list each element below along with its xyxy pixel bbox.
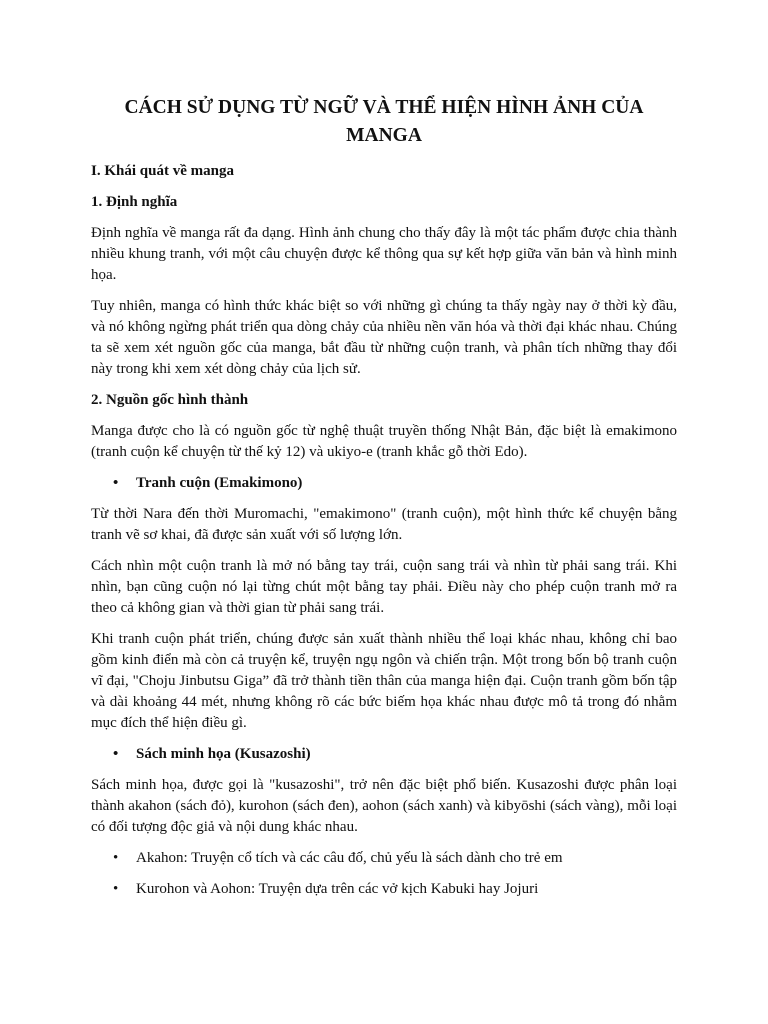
paragraph-history-intro: Tuy nhiên, manga có hình thức khác biệt so với những gì chúng ta thấy ngày nay ở thời kỳ đầu, và nó không ngừng phát triển qua dòng chảy của nhiều nền văn hóa và thời đại khác nhau. Chúng ta sẽ xem xét nguồn gốc của manga, bắt đầu từ những cuộn tranh, và phân tích những thay đổi này trong khi xem xét dòng chảy của lịch sử. xyxy=(91,298,677,377)
bullet-dot: • xyxy=(113,746,119,762)
paragraph-origin: Manga được cho là có nguồn gốc từ nghệ thuật truyền thống Nhật Bản, đặc biệt là emakimono (tranh cuộn kể chuyện từ thế kỷ 12) và ukiyo-e (tranh khắc gỗ thời Edo). xyxy=(91,423,677,460)
paragraph-kusazoshi: Sách minh họa, được gọi là "kusazoshi", trở nên đặc biệt phổ biến. Kusazoshi được phân loại thành akahon (sách đỏ), kurohon (sách đen), aohon (sách xanh) và kibyōshi (sách vàng), mỗi loại có đối tượng độc giả và nội dung khác nhau. xyxy=(91,777,677,835)
bullet-kusazoshi xyxy=(91,744,677,765)
bullet-label: Tranh cuộn (Emakimono) xyxy=(136,475,303,491)
bullet-akahon xyxy=(91,848,677,869)
bullet-emakimono xyxy=(91,473,677,494)
bullet-label: Akahon: Truyện cổ tích và các câu đố, chủ yếu là sách dành cho trẻ em xyxy=(136,850,563,866)
subheading-origin: 2. Nguồn gốc hình thành xyxy=(91,392,249,408)
bullet-label: Sách minh họa (Kusazoshi) xyxy=(136,746,311,762)
bullet-kurohon-aohon xyxy=(91,879,677,900)
paragraph-scroll-development: Khi tranh cuộn phát triển, chúng được sản xuất thành nhiều thể loại khác nhau, không chỉ bao gồm kinh điển mà còn cả truyện kể, truyện ngụ ngôn và chiến trận. Một trong bốn bộ tranh cuộn vĩ đại, "Choju Jinbutsu Giga” đã trở thành tiền thân của manga hiện đại. Cuộn tranh gồm bốn tập và dài khoảng 44 mét, nhưng không rõ các bức biếm họa khác nhau được mô tả trong đó nhằm mục đích thể hiện điều gì. xyxy=(91,631,677,731)
subheading-definition: 1. Định nghĩa xyxy=(91,194,178,210)
paragraph-emakimono-period: Từ thời Nara đến thời Muromachi, "emakimono" (tranh cuộn), một hình thức kể chuyện bằng tranh vẽ sơ khai, đã được sản xuất với số lượng lớn. xyxy=(91,506,677,543)
bullet-dot: • xyxy=(113,850,119,866)
bullet-dot: • xyxy=(113,475,119,491)
document-title: CÁCH SỬ DỤNG TỪ NGỮ VÀ THỂ HIỆN HÌNH ẢNH CỦA MANGA xyxy=(124,97,644,146)
bullet-dot: • xyxy=(113,881,119,897)
paragraph-scroll-viewing: Cách nhìn một cuộn tranh là mở nó bằng tay trái, cuộn sang trái và nhìn từ phải sang trái. Khi nhìn, bạn cũng cuộn nó lại từng chút một bằng tay phải. Điều này cho phép cuộn tranh mở ra theo cả không gian và thời gian từ phải sang trái. xyxy=(91,558,677,616)
bullet-label: Kurohon và Aohon: Truyện dựa trên các vở kịch Kabuki hay Jojuri xyxy=(136,881,539,897)
paragraph-definition: Định nghĩa về manga rất đa dạng. Hình ảnh chung cho thấy đây là một tác phẩm được chia thành nhiều khung tranh, với một câu chuyện được kể thông qua sự kết hợp giữa văn bản và hình minh họa. xyxy=(91,225,677,283)
section-heading-overview: I. Khái quát về manga xyxy=(91,163,234,179)
